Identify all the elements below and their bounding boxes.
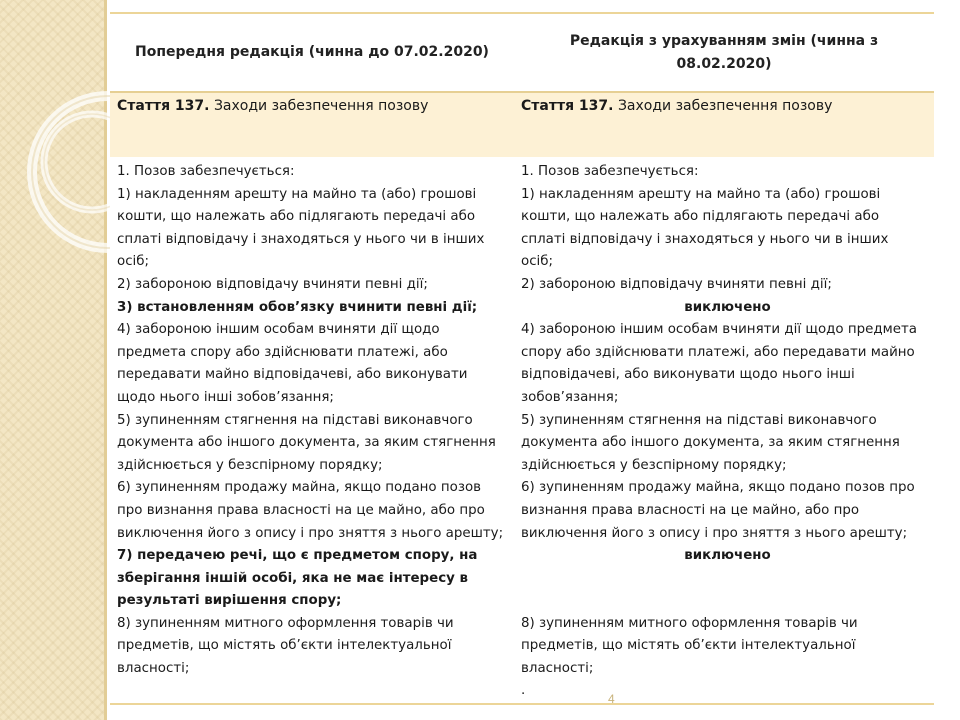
text-line-removed: 3) встановленням обов’язку вчинити певні дії; bbox=[117, 299, 478, 315]
text-line: 1. Позов забезпечується: bbox=[521, 164, 699, 179]
new-version-text bbox=[514, 157, 934, 704]
article-row bbox=[110, 92, 934, 157]
text-line: 1) накладенням арешту на майно та (або) грошові bbox=[521, 186, 881, 202]
header-row bbox=[110, 13, 934, 92]
text-line: здійснюється у безспірному порядку; bbox=[521, 457, 787, 473]
text-line: 5) зупиненням стягнення на підставі виконавчого bbox=[521, 412, 877, 428]
text-line: предмета спору або здійснювати платежі, або bbox=[117, 344, 448, 360]
text-line: 1) накладенням арешту на майно та (або) грошові bbox=[117, 186, 477, 202]
text-line: документа або іншого документа, за яким стягнення bbox=[521, 435, 900, 451]
text-line: 2) забороною відповідачу вчиняти певні дії; bbox=[117, 276, 428, 292]
spacer bbox=[521, 568, 934, 613]
text-line: 1. Позов забезпечується: bbox=[117, 164, 295, 179]
text-line: документа або іншого документа, за яким стягнення bbox=[117, 435, 496, 451]
text-line: 5) зупиненням стягнення на підставі виконавчого bbox=[117, 412, 473, 428]
page-number: 4 bbox=[608, 692, 615, 706]
article-cell-new bbox=[514, 92, 934, 157]
text-line: сплаті відповідачу і знаходяться у нього чи в інших bbox=[117, 231, 485, 247]
text-line-removed: 7) передачею речі, що є предметом спору, на bbox=[117, 548, 478, 564]
header-old-version: Попередня редакція (чинна до 07.02.2020) bbox=[110, 13, 514, 92]
text-line: осіб; bbox=[521, 254, 554, 270]
old-version-text bbox=[110, 157, 514, 704]
article-label: Стаття 137. bbox=[117, 98, 210, 114]
decorative-side-strip bbox=[0, 0, 106, 720]
text-line: виключення його з опису і про зняття з нього арешту; bbox=[117, 525, 504, 541]
text-line: виключення його з опису і про зняття з нього арешту; bbox=[521, 525, 908, 541]
side-strip-edge bbox=[104, 0, 107, 720]
text-line: відповідачеві, або виконувати щодо нього інші bbox=[521, 367, 855, 383]
text-line-removed: зберігання іншій особі, яка не має інтересу в bbox=[117, 570, 469, 586]
text-line: осіб; bbox=[117, 254, 150, 270]
header-new-version: Редакція з урахуванням змін (чинна з 08.02.2020) bbox=[514, 13, 934, 92]
text-line: спору або здійснювати платежі, або передавати майно bbox=[521, 344, 915, 360]
body-row bbox=[110, 157, 934, 704]
text-line: передавати майно відповідачеві, або виконувати bbox=[117, 367, 468, 383]
article-title: Заходи забезпечення позову bbox=[213, 98, 429, 114]
excluded-label: виключено bbox=[684, 299, 771, 315]
text-line-removed: результаті вирішення спору; bbox=[117, 593, 342, 609]
text-line: здійснюється у безспірному порядку; bbox=[117, 457, 383, 473]
text-line: 8) зупиненням митного оформлення товарів чи bbox=[521, 615, 858, 631]
text-line: кошти, що належать або підлягають передачі або bbox=[521, 209, 880, 225]
comparison-table bbox=[110, 12, 934, 705]
text-line: предметів, що містять об’єкти інтелектуальної bbox=[117, 638, 452, 654]
article-label: Стаття 137. bbox=[521, 98, 614, 114]
text-line: визнання права власності на це майно, або про bbox=[521, 502, 860, 518]
text-line: 4) забороною іншим особам вчиняти дії щодо предмета bbox=[521, 322, 917, 338]
text-line: власності; bbox=[117, 661, 190, 677]
text-line: кошти, що належать або підлягають передачі або bbox=[117, 209, 476, 225]
text-line: 8) зупиненням митного оформлення товарів чи bbox=[117, 615, 454, 631]
text-line: сплаті відповідачу і знаходяться у нього чи в інших bbox=[521, 231, 889, 247]
article-cell-old bbox=[110, 92, 514, 157]
excluded-label: виключено bbox=[684, 548, 771, 564]
text-line: предметів, що містять об’єкти інтелектуальної bbox=[521, 638, 856, 654]
text-line: . bbox=[521, 683, 526, 699]
text-line: власності; bbox=[521, 660, 594, 676]
text-line: 4) забороною іншим особам вчиняти дії щодо bbox=[117, 322, 440, 338]
text-line: 6) зупиненням продажу майна, якщо подано позов про bbox=[521, 480, 915, 496]
article-title: Заходи забезпечення позову bbox=[617, 98, 833, 114]
text-line: 6) зупиненням продажу майна, якщо подано позов bbox=[117, 480, 482, 496]
text-line: про визнання права власності на це майно, або про bbox=[117, 502, 485, 518]
text-line: зобов’язання; bbox=[521, 389, 619, 405]
text-line: 2) забороною відповідачу вчиняти певні дії; bbox=[521, 276, 832, 292]
text-line: щодо нього інші зобов’язання; bbox=[117, 389, 334, 405]
